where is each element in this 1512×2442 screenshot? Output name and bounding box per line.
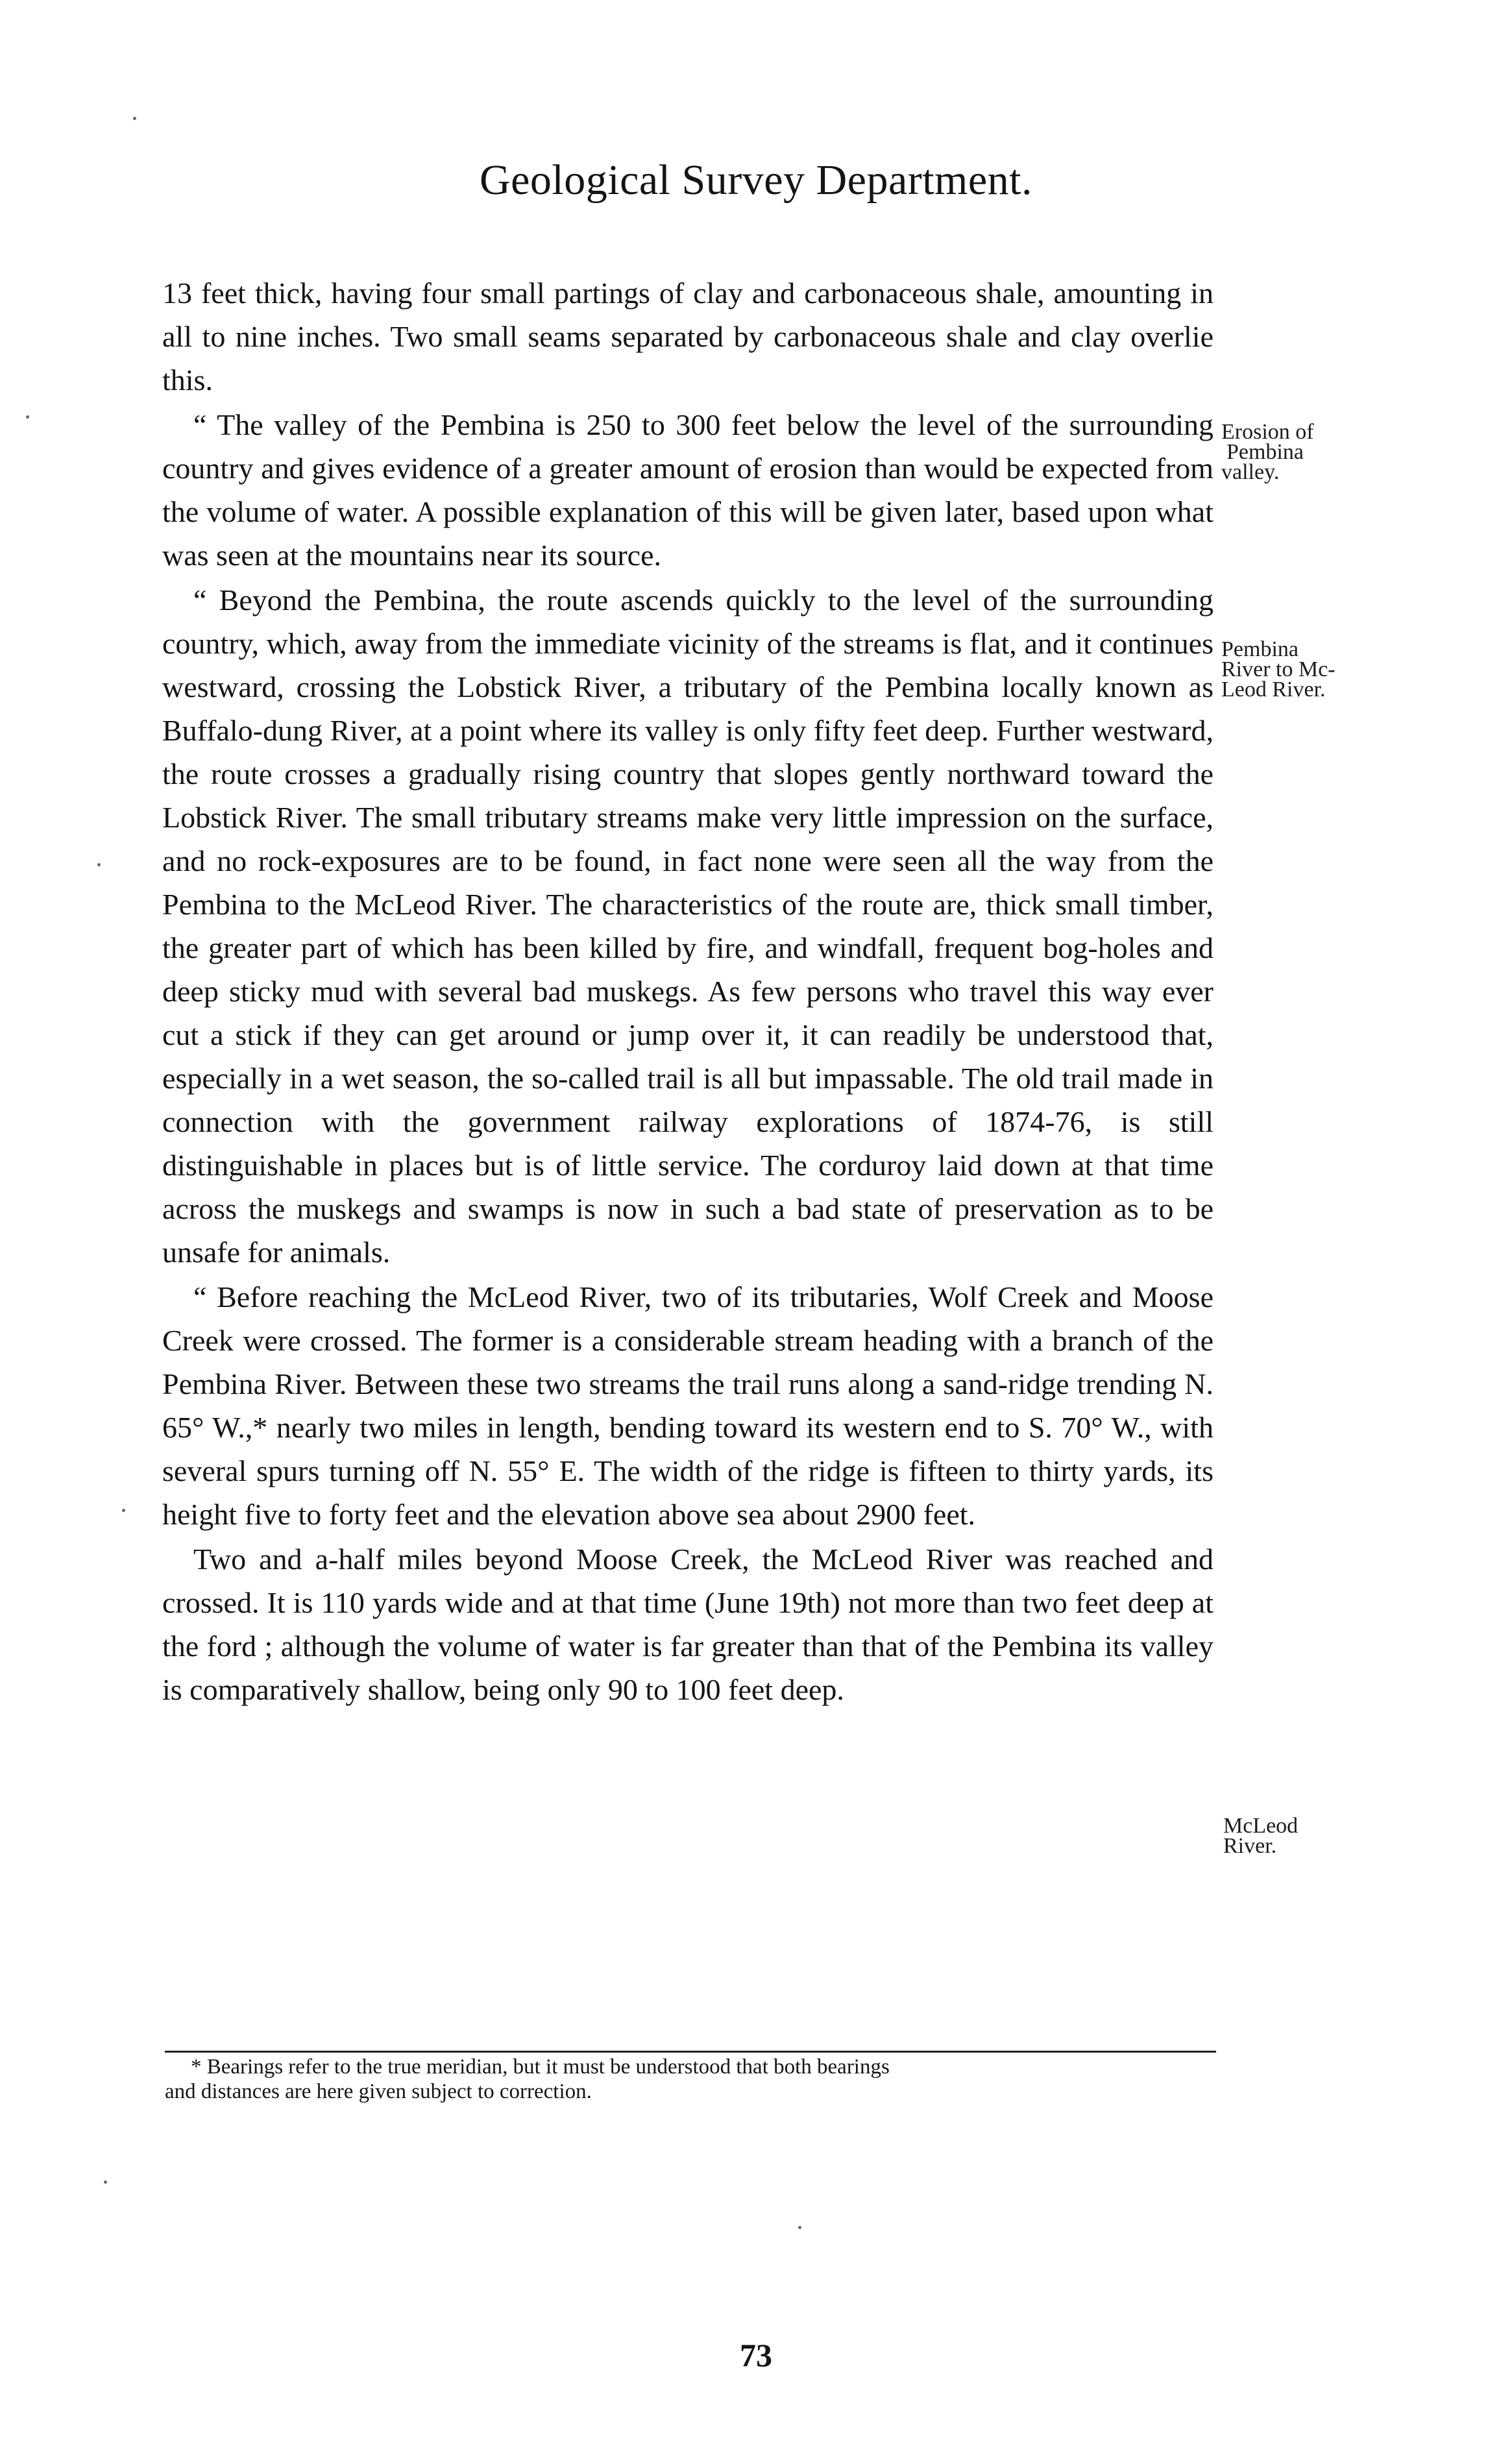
scan-speck: [798, 2226, 801, 2229]
page-header-title: Geological Survey Department.: [479, 156, 1033, 204]
side-note-line: valley.: [1221, 460, 1280, 484]
footnote-divider: [165, 2051, 1216, 2053]
scan-speck: [122, 1509, 125, 1512]
footnote-line: and distances are here given subject to correction.: [165, 2080, 592, 2103]
paragraph-mcleod-river: Two and a-half miles beyond Moose Creek, the McLeod River was reached and crossed. It is 110 yards wide and at that time (June 19th) not more than two feet deep at the ford ; although the volume of water is far greater than that of the Pembina its valley is comparatively shallow, being only 90 to 100 feet deep.: [162, 1543, 1213, 1706]
side-note-line: River to Mc-: [1221, 657, 1335, 681]
side-note-line: Erosion of: [1221, 420, 1314, 444]
side-note-line: Leod River.: [1221, 678, 1326, 702]
footnote-line: * Bearings refer to the true meridian, but it must be understood that both bearings: [191, 2055, 890, 2079]
paragraph-pembina-valley: “ The valley of the Pembina is 250 to 300 feet below the level of the surrounding country and gives evidence of a greater amount of erosion than would be expected from the volume of water. A possible explanation of this will be given later, based upon what was seen at the mountains near its source.: [162, 408, 1213, 572]
paragraph-continuation: 13 feet thick, having four small partings of clay and carbonaceous shale, amounting in all to nine inches. Two small seams separated by carbonaceous shale and clay overlie this.: [162, 276, 1213, 397]
side-note-erosion: [1221, 422, 1314, 482]
side-note-mcleod: [1223, 1816, 1298, 1856]
page-number: 73: [740, 2337, 772, 2373]
side-note-line: River.: [1223, 1834, 1277, 1858]
scan-speck: [97, 863, 101, 866]
scan-speck: [104, 2180, 107, 2184]
body-text: [162, 271, 1213, 1711]
scan-speck: [26, 415, 29, 419]
side-note-line: McLeod: [1223, 1814, 1299, 1838]
footnote: [165, 2055, 1216, 2104]
paragraph-beyond-pembina: “ Beyond the Pembina, the route ascends quickly to the level of the surrounding country, which, away from the immediate vicinity of the streams is flat, and it continues westward, crossing the Lobstick River, a tributary of the Pembina locally known as Buffalo-dung River, at a point where its valley is only fifty feet deep. Further westward, the route crosses a gradually rising country that slopes gently northward toward the Lobstick River. The small tributary streams make very little impression on the surface, and no rock-exposures are to be found, in fact none were seen all the way from the Pembina to the McLeod River. The characteristics of the route are, thick small timber, the greater part of which has been killed by fire, and windfall, frequent bog-holes and deep sticky mud with several bad muskegs. As few persons who travel this way ever cut a stick if they can get around or jump over it, it can readily be understood that, especially in a wet season, the so-called trail is all but impassable. The old trail made in connection with the government railway explorations of 1874-76, is still distinguishable in places but is of little service. The corduroy laid down at that time across the muskegs and swamps is now in such a bad state of preservation as to be unsafe for animals.: [162, 583, 1213, 1269]
side-note-line: Pembina: [1226, 440, 1304, 464]
side-note-pembina-to-mcleod: [1221, 639, 1335, 700]
paragraph-before-mcleod: “ Before reaching the McLeod River, two of its tributaries, Wolf Creek and Moose Creek were crossed. The former is a considerable stream heading with a branch of the Pembina River. Between these two streams the trail runs along a sand-ridge trending N. 65° W.,* nearly two miles in length, bending toward its western end to S. 70° W., with several spurs turning off N. 55° E. The width of the ridge is fifteen to thirty yards, its height five to forty feet and the elevation above sea about 2900 feet.: [162, 1280, 1213, 1531]
scan-speck: [133, 117, 136, 120]
side-note-line: Pembina: [1221, 637, 1299, 661]
